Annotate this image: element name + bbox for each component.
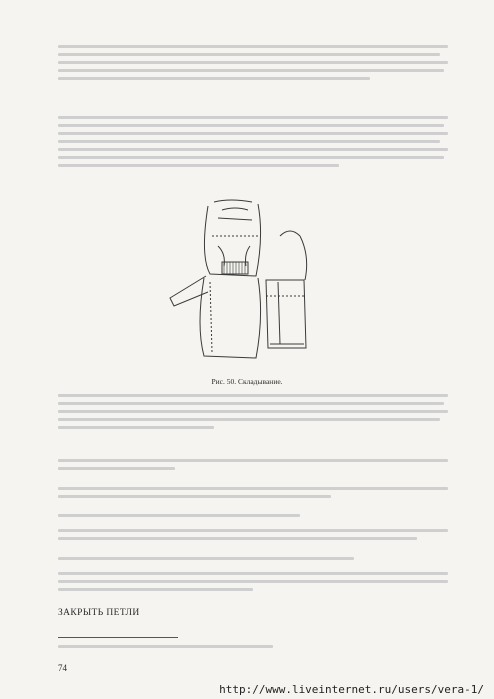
paragraph-6 bbox=[58, 509, 448, 522]
paragraph-5 bbox=[58, 482, 448, 503]
paragraph-1 bbox=[58, 40, 448, 85]
paragraph-9 bbox=[58, 567, 448, 596]
paragraph-7 bbox=[58, 524, 448, 545]
figure-caption: Рис. 50. Складывание. bbox=[211, 377, 283, 386]
footnote bbox=[58, 640, 448, 653]
page-number: 74 bbox=[58, 663, 67, 673]
section-heading: ЗАКРЫТЬ ПЕТЛИ bbox=[58, 608, 140, 618]
folding-illustration bbox=[160, 196, 340, 376]
paragraph-8 bbox=[58, 552, 448, 565]
footnote-divider bbox=[58, 637, 178, 638]
paragraph-4 bbox=[58, 454, 448, 475]
paragraph-3 bbox=[58, 389, 448, 434]
paragraph-2 bbox=[58, 111, 448, 172]
watermark-url: http://www.liveinternet.ru/users/vera-1/ bbox=[219, 683, 484, 696]
